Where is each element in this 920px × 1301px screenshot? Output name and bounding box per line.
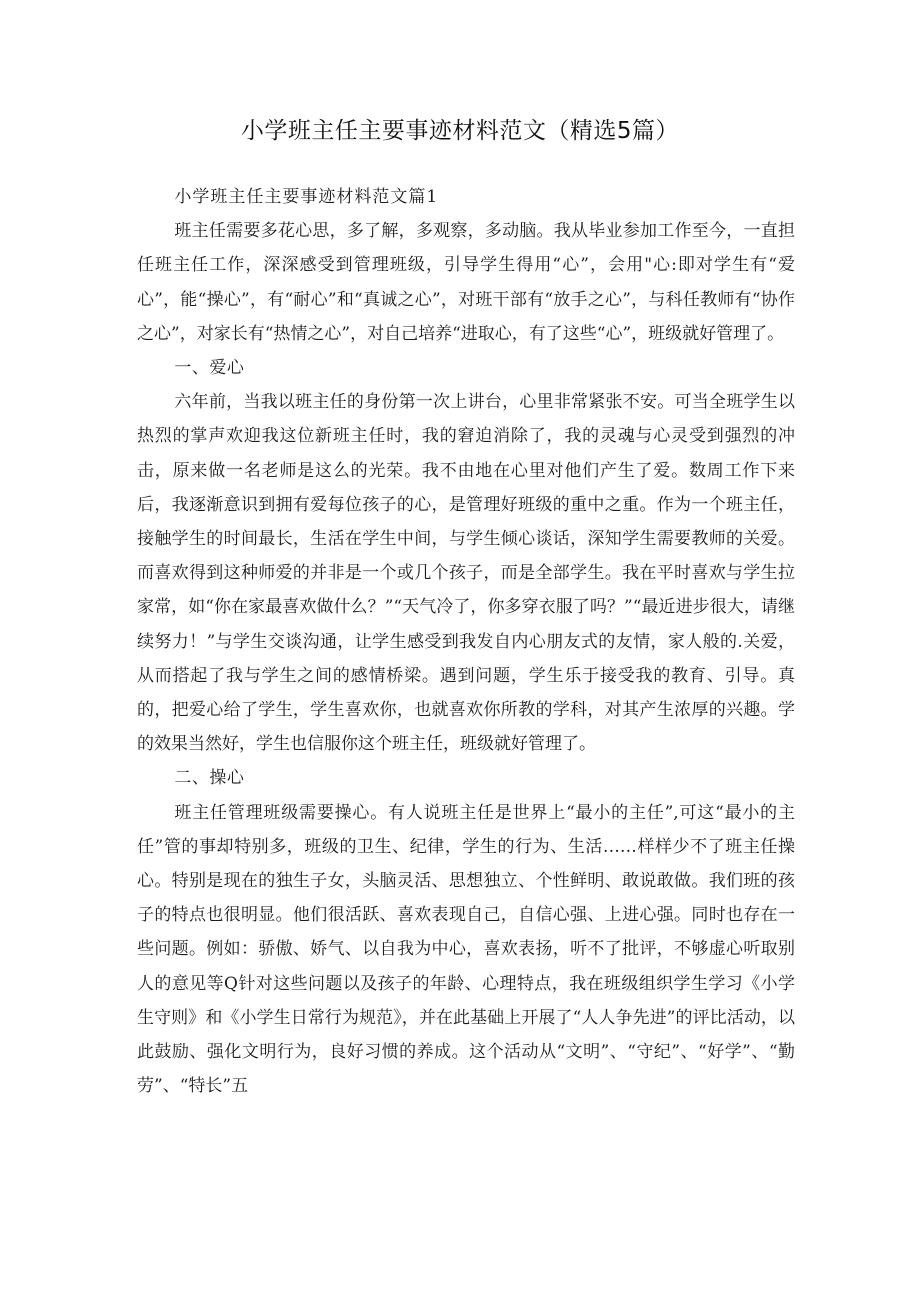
section-heading: 二、操心 (174, 768, 245, 789)
body-paragraph: 班主任管理班级需要操心。有人说班主任是世界上“最小的主任”,可这“最小的主任”管的事却特别多，班级的卫生、纪律，学生的行为、生活……样样少不了班主任操心。特别是现在的独生子女，头脑灵活、思想独立、个性鲜明、敢说敢做。我们班的孩子的特点也很明显。他们很活跃、喜欢表现自己，自信心强、上进心强。同时也存在一些问题。例如：骄傲、娇气、以自我为中心，喜欢表扬，听不了批评，不够虚心听取别人的意见等Q针对这些问题以及孩子的年龄、心理特点，我在班级组织学生学习《小学生守则》和《小学生日常行为规范》，并在此基础上开展了“人人争先进”的评比活动，以此鼓励、强化文明行为，良好习惯的养成。这个活动从“文明”、“守纪”、“好学”、“勤劳”、“特长”五 (137, 802, 795, 1097)
section-heading: 一、爱心 (174, 358, 245, 379)
section-subtitle: 小学班主任主要事迹材料范文篇1 (174, 187, 439, 207)
document-body (137, 180, 795, 1103)
body-paragraph: 班主任需要多花心思，多了解，多观察，多动脑。我从毕业参加工作至今，一直担任班主任工作，深深感受到管理班级，引导学生得用“心”，会用"心:即对学生有“爱心”，能“操心”，有“耐心”和“真诚之心”，对班干部有“放手之心”，与科任教师有“协作之心”，对家长有“热情之心”，对自己培养“进取心，有了这些“心”，班级就好管理了。 (137, 221, 795, 344)
body-paragraph: 六年前，当我以班主任的身份第一次上讲台，心里非常紧张不安。可当全班学生以热烈的掌声欢迎我这位新班主任时，我的窘迫消除了，我的灵魂与心灵受到强烈的冲击，原来做一名老师是这么的光荣。我不由地在心里对他们产生了爱。数周工作下来后，我逐渐意识到拥有爱每位孩子的心，是管理好班级的重中之重。作为一个班主任，接触学生的时间最长，生活在学生中间，与学生倾心谈话，深知学生需要教师的关爱。而喜欢得到这种师爱的并非是一个或几个孩子，而是全部学生。我在平时喜欢与学生拉家常，如“你在家最喜欢做什么？”“天气冷了，你多穿衣服了吗？”“最近进步很大，请继续努力！”与学生交谈沟通，让学生感受到我发自内心朋友式的友情，家人般的.关爱，从而搭起了我与学生之间的感情桥梁。遇到问题，学生乐于接受我的教育、引导。真的，把爱心给了学生，学生喜欢你，也就喜欢你所教的学科，对其产生浓厚的兴趣。学的效果当然好，学生也信服你这个班主任，班级就好管理了。 (137, 392, 795, 755)
document-title: 小学班主任主要事迹材料范文（精选5篇） (240, 118, 680, 144)
